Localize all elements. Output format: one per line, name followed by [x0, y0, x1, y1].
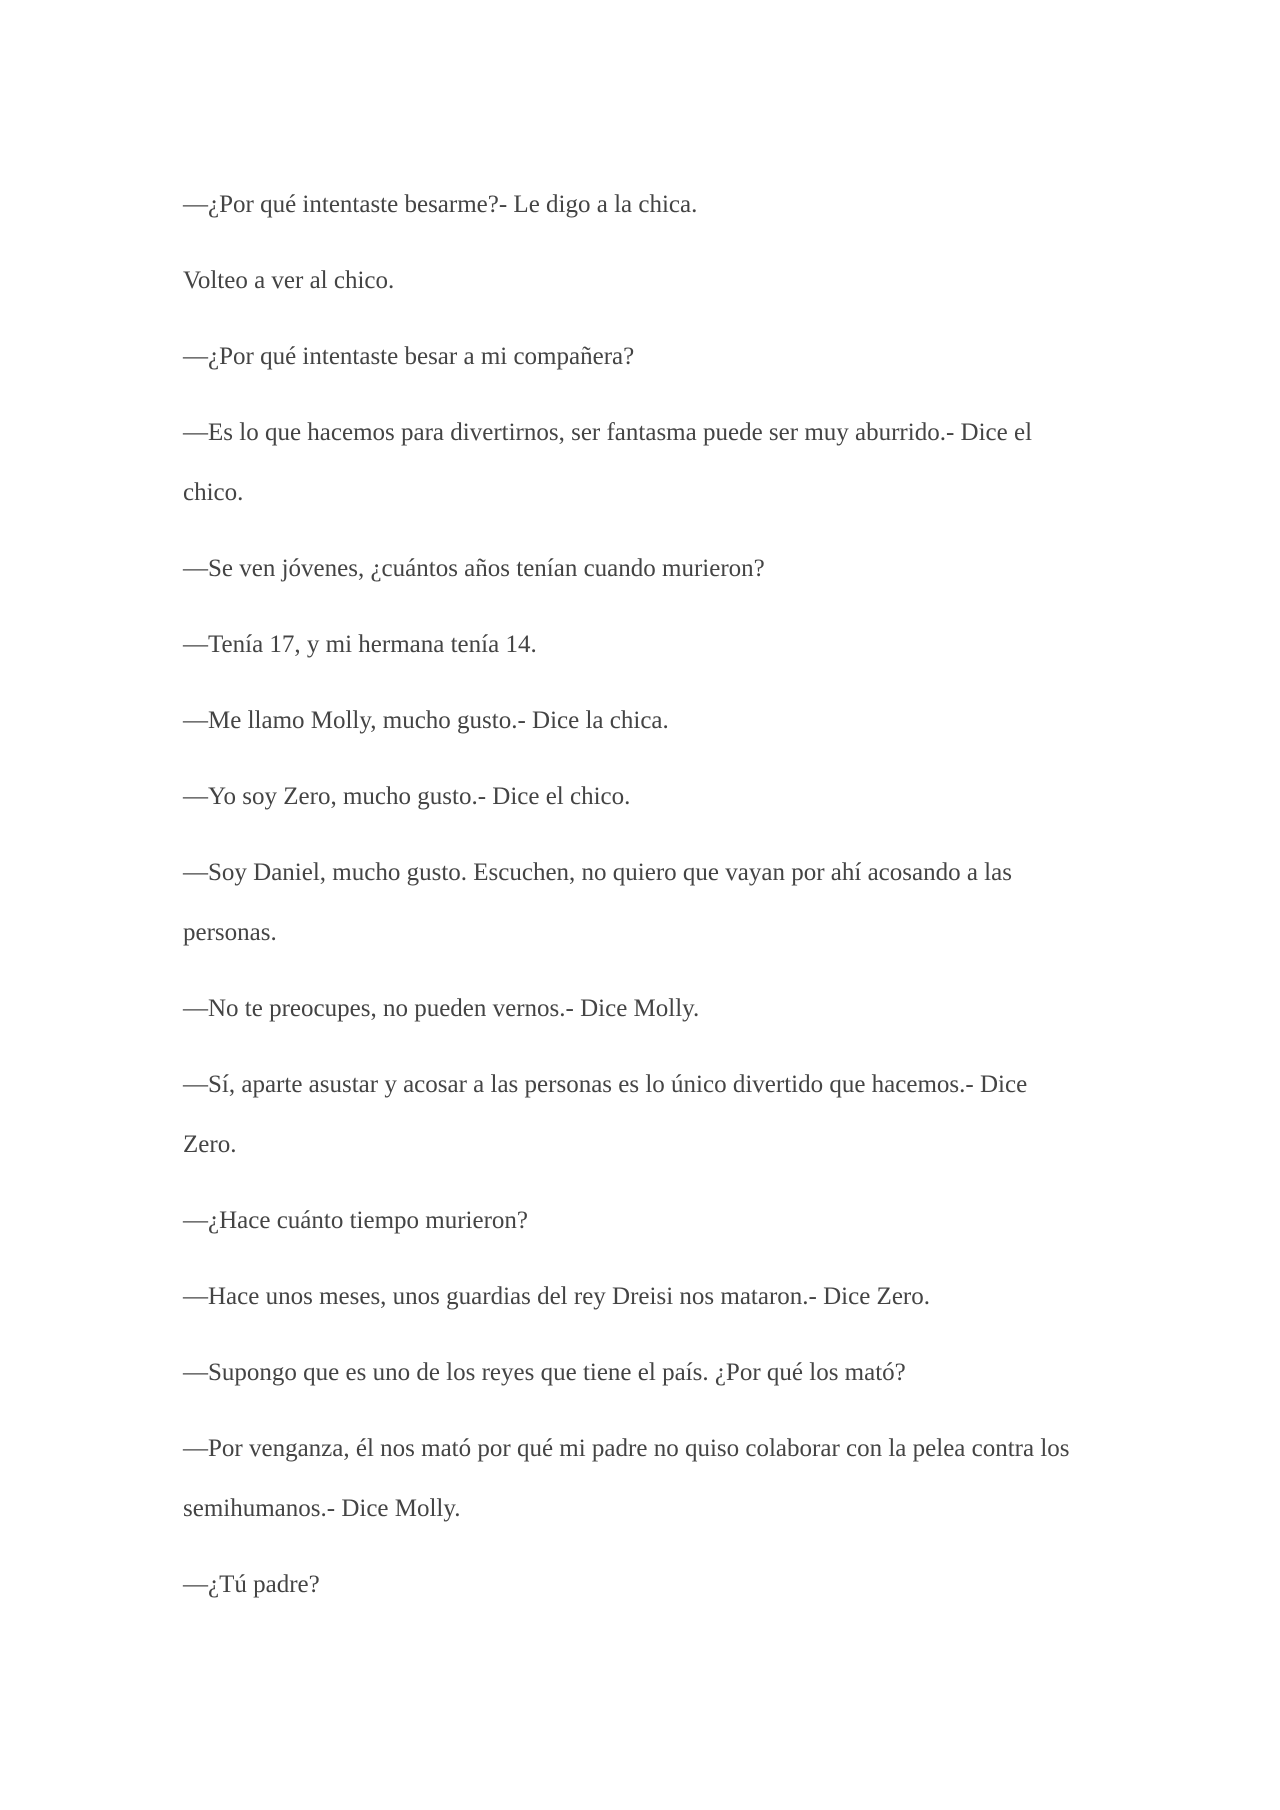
- paragraph: —¿Tú padre?: [183, 1571, 320, 1598]
- paragraph: —Se ven jóvenes, ¿cuántos años tenían cuando murieron?: [183, 555, 765, 582]
- paragraph: —Tenía 17, y mi hermana tenía 14.: [183, 631, 537, 658]
- paragraph: —Sí, aparte asustar y acosar a las personas es lo único divertido que hacemos.- Dice Zero.: [183, 1071, 1028, 1158]
- document-body: [183, 175, 1083, 1631]
- paragraph: —Supongo que es uno de los reyes que tiene el país. ¿Por qué los mató?: [183, 1359, 906, 1386]
- paragraph: —No te preocupes, no pueden vernos.- Dice Molly.: [183, 995, 700, 1022]
- paragraph: Volteo a ver al chico.: [183, 267, 395, 294]
- paragraph: —Me llamo Molly, mucho gusto.- Dice la chica.: [183, 707, 669, 734]
- paragraph: —Soy Daniel, mucho gusto. Escuchen, no quiero que vayan por ahí acosando a las personas.: [183, 859, 1012, 946]
- paragraph: —¿Por qué intentaste besarme?- Le digo a la chica.: [183, 191, 698, 218]
- paragraph: —Es lo que hacemos para divertirnos, ser fantasma puede ser muy aburrido.- Dice el chico.: [183, 419, 1033, 506]
- paragraph: —¿Por qué intentaste besar a mi compañera?: [183, 343, 635, 370]
- paragraph: —Yo soy Zero, mucho gusto.- Dice el chico.: [183, 783, 631, 810]
- paragraph: —Hace unos meses, unos guardias del rey Dreisi nos mataron.- Dice Zero.: [183, 1283, 930, 1310]
- paragraph: —¿Hace cuánto tiempo murieron?: [183, 1207, 528, 1234]
- paragraph: —Por venganza, él nos mató por qué mi padre no quiso colaborar con la pelea contra los semihumanos.- Dice Molly.: [183, 1435, 1070, 1522]
